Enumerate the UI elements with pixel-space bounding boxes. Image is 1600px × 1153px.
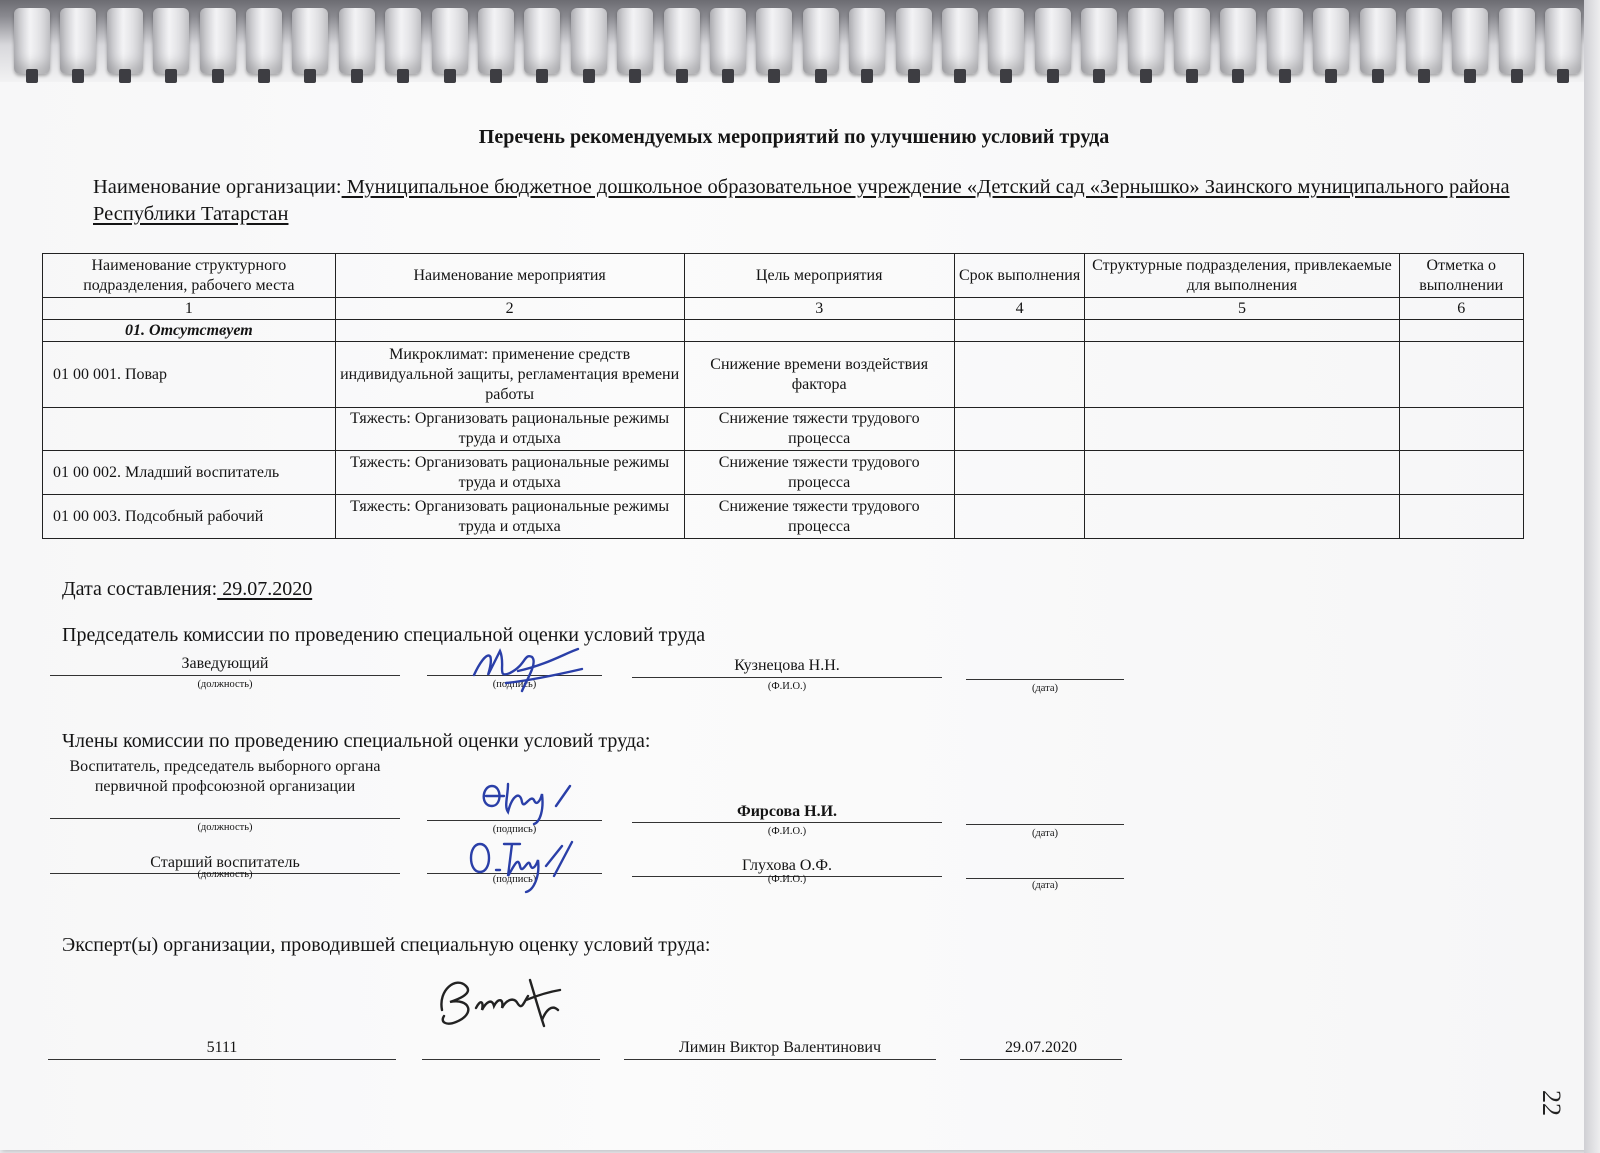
binding-ring (896, 8, 932, 74)
measure-cell: Тяжесть: Организовать рациональные режимы труда и отдыха (335, 451, 684, 495)
member-fio: Глухова О.Ф. (741, 857, 833, 874)
column-header: Наименование мероприятия (335, 254, 684, 298)
binding-ring (292, 8, 328, 74)
measure-cell: Тяжесть: Организовать рациональные режимы труда и отдыха (335, 495, 684, 539)
organization-line (93, 174, 1513, 228)
binding-ring (1035, 8, 1071, 74)
binding-ring (988, 8, 1024, 74)
binding-ring (1545, 8, 1581, 74)
binding-ring (1360, 8, 1396, 74)
mark-cell (1399, 495, 1523, 539)
fio-caption: (Ф.И.О.) (767, 826, 807, 837)
table-row (43, 342, 1524, 408)
binding-ring (942, 8, 978, 74)
expert-date: 29.07.2020 (1005, 1039, 1077, 1056)
column-header: Отметка о выполнении (1399, 254, 1523, 298)
member-position: Воспитатель, председатель выборного органа первичной профсоюзной организации (69, 758, 381, 795)
signature-caption: (подпись) (492, 824, 537, 835)
column-number: 4 (954, 298, 1085, 320)
date-rule (960, 1059, 1122, 1060)
chairman-position: Заведующий (181, 655, 269, 672)
position-rule (48, 1059, 396, 1060)
expert-position: 5111 (206, 1039, 238, 1056)
mark-cell (1399, 451, 1523, 495)
binding-ring (849, 8, 885, 74)
column-number: 5 (1085, 298, 1399, 320)
chairman-signature-image (466, 645, 586, 697)
workplace-cell: 01 00 003. Подсобный рабочий (43, 495, 336, 539)
term-cell (954, 408, 1085, 451)
fio-rule (632, 822, 942, 823)
column-header: Наименование структурного подразделения, рабочего места (43, 254, 336, 298)
binding-ring (478, 8, 514, 74)
column-number: 1 (43, 298, 336, 320)
chairman-heading: Председатель комиссии по проведению специальной оценки условий труда (62, 624, 706, 646)
fio-caption: (Ф.И.О.) (767, 874, 807, 885)
units-cell (1085, 451, 1399, 495)
units-cell (1085, 495, 1399, 539)
member-signature-image (466, 836, 596, 896)
column-header: Структурные подразделения, привлекаемые для выполнения (1085, 254, 1399, 298)
binding-ring (200, 8, 236, 74)
binding-ring (107, 8, 143, 74)
binding-ring (524, 8, 560, 74)
goal-cell: Снижение тяжести трудового процесса (684, 451, 954, 495)
workplace-cell: 01 00 001. Повар (43, 342, 336, 408)
date-compiled-line (62, 578, 312, 601)
binding-ring (1313, 8, 1349, 74)
binding-ring (1128, 8, 1164, 74)
mark-cell (1399, 342, 1523, 408)
binding-ring (1499, 8, 1535, 74)
signature-caption: (подпись) (492, 874, 537, 885)
date-rule (966, 679, 1124, 680)
position-caption: (должность) (197, 822, 253, 833)
position-caption: (должность) (197, 679, 253, 690)
binding-ring (1452, 8, 1488, 74)
expert-heading: Эксперт(ы) организации, проводившей специальную оценку условий труда: (62, 934, 711, 956)
term-cell (954, 495, 1085, 539)
goal-cell: Снижение тяжести трудового процесса (684, 408, 954, 451)
group-label: 01. Отсутствует (43, 320, 336, 342)
column-number: 6 (1399, 298, 1523, 320)
units-cell (1085, 408, 1399, 451)
column-header: Цель мероприятия (684, 254, 954, 298)
page-number: 22 (1537, 1090, 1566, 1116)
table-row (43, 495, 1524, 539)
workplace-cell: 01 00 002. Младший воспитатель (43, 451, 336, 495)
mark-cell (1399, 408, 1523, 451)
organization-label: Наименование организации: (93, 176, 342, 198)
measure-cell: Микроклимат: применение средств индивидуальной защиты, регламентация времени работы (335, 342, 684, 408)
binding-ring (153, 8, 189, 74)
group-row (43, 320, 1524, 342)
term-cell (954, 451, 1085, 495)
binding-ring (710, 8, 746, 74)
date-compiled-value: 29.07.2020 (217, 578, 313, 600)
member-fio: Фирсова Н.И. (736, 803, 838, 820)
signature-rule (422, 1059, 600, 1060)
measure-cell: Тяжесть: Организовать рациональные режимы труда и отдыха (335, 408, 684, 451)
column-number-row (43, 298, 1524, 320)
binding-ring (1267, 8, 1303, 74)
column-number: 3 (684, 298, 954, 320)
organization-name: Муниципальное бюджетное дошкольное образовательное учреждение «Детский сад «Зернышко» Заинского муниципального района Республики Татарстан (93, 176, 1510, 225)
measures-table (42, 253, 1524, 539)
units-cell (1085, 342, 1399, 408)
date-caption: (дата) (1031, 683, 1059, 694)
fio-rule (632, 677, 942, 678)
date-compiled-label: Дата составления: (62, 578, 218, 600)
goal-cell: Снижение времени воздействия фактора (684, 342, 954, 408)
binding-ring (1220, 8, 1256, 74)
workplace-cell (43, 408, 336, 451)
expert-fio: Лимин Виктор Валентинович (678, 1039, 882, 1056)
position-caption: (должность) (197, 869, 253, 880)
table-row (43, 408, 1524, 451)
member-position: Старший воспитатель (150, 854, 300, 871)
binding-ring (664, 8, 700, 74)
spiral-binding (0, 0, 1600, 82)
column-header: Срок выполнения (954, 254, 1085, 298)
binding-ring (571, 8, 607, 74)
term-cell (954, 342, 1085, 408)
date-caption: (дата) (1031, 828, 1059, 839)
binding-ring (1406, 8, 1442, 74)
table-header-row (43, 254, 1524, 298)
binding-ring (1081, 8, 1117, 74)
signature-caption: (подпись) (492, 679, 537, 690)
binding-ring (756, 8, 792, 74)
binding-ring (246, 8, 282, 74)
binding-ring (14, 8, 50, 74)
page-edge (1584, 0, 1600, 1153)
binding-ring (617, 8, 653, 74)
position-rule (50, 818, 400, 819)
document-title: Перечень рекомендуемых мероприятий по улучшению условий труда (478, 126, 1110, 148)
fio-rule (624, 1059, 936, 1060)
date-rule (966, 878, 1124, 879)
binding-ring (339, 8, 375, 74)
position-rule (50, 675, 400, 676)
date-caption: (дата) (1031, 880, 1059, 891)
expert-signature-image (436, 970, 596, 1040)
binding-ring (385, 8, 421, 74)
date-rule (966, 824, 1124, 825)
binding-ring (432, 8, 468, 74)
table-row (43, 451, 1524, 495)
goal-cell: Снижение тяжести трудового процесса (684, 495, 954, 539)
binding-ring (803, 8, 839, 74)
member-signature-image (478, 776, 598, 828)
binding-ring (1174, 8, 1210, 74)
fio-caption: (Ф.И.О.) (767, 681, 807, 692)
column-number: 2 (335, 298, 684, 320)
members-heading: Члены комиссии по проведению специальной оценки условий труда: (62, 730, 651, 752)
chairman-fio: Кузнецова Н.Н. (734, 657, 840, 674)
binding-ring (60, 8, 96, 74)
